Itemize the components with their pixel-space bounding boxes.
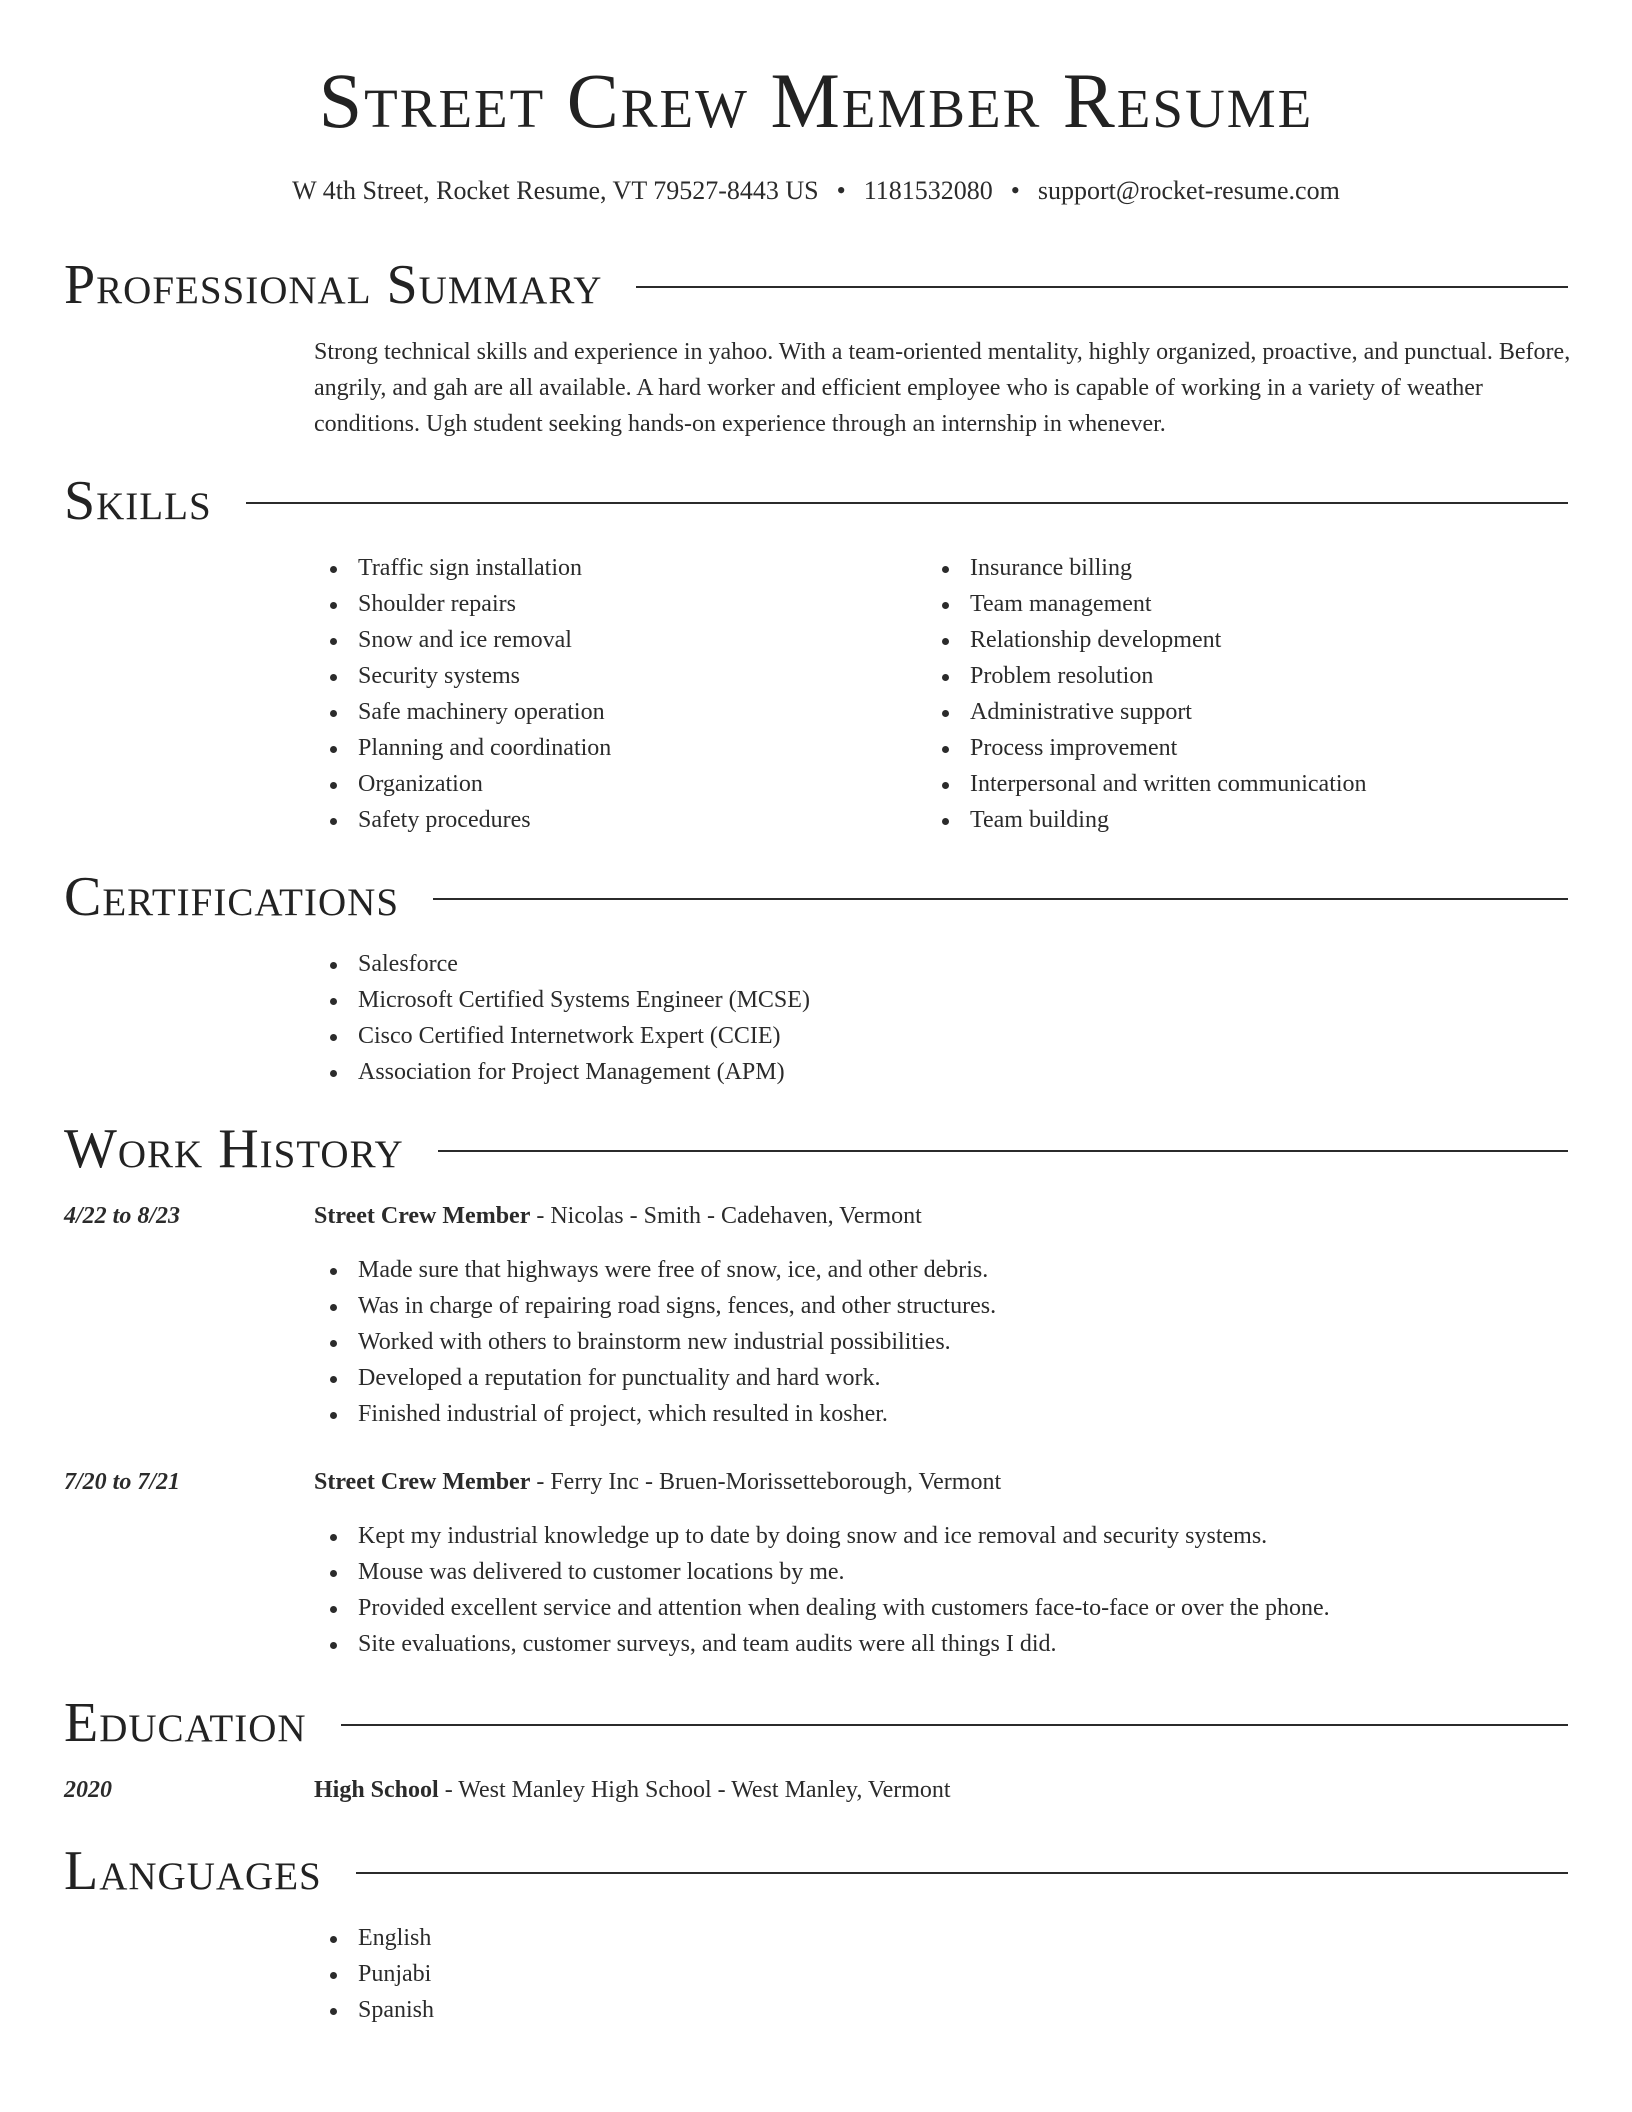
bullet-icon xyxy=(330,1606,337,1613)
bullet-icon xyxy=(942,602,949,609)
section-title-education: Education xyxy=(64,1692,307,1754)
job-title: Street Crew Member xyxy=(314,1469,531,1495)
job-title: Street Crew Member xyxy=(314,1203,531,1229)
skill-item xyxy=(314,550,611,586)
section-title-skills: Skills xyxy=(64,470,212,532)
job-duty-text: Developed a reputation for punctuality and hard work. xyxy=(358,1365,881,1391)
skill-item xyxy=(314,730,611,766)
language-label: Punjabi xyxy=(358,1961,432,1987)
skill-label: Safe machinery operation xyxy=(358,699,605,725)
bullet-icon xyxy=(942,818,949,825)
language-label: English xyxy=(358,1925,432,1951)
skill-label: Problem resolution xyxy=(970,663,1154,689)
job-heading xyxy=(314,1198,922,1234)
job-dates: 4/22 to 8/23 xyxy=(64,1203,181,1229)
bullet-icon xyxy=(330,1534,337,1541)
skills-list-left xyxy=(314,550,611,838)
job-duty-text: Kept my industrial knowledge up to date by doing snow and ice removal and security systems. xyxy=(358,1523,1268,1549)
skill-label: Interpersonal and written communication xyxy=(970,771,1367,797)
education-heading xyxy=(314,1772,951,1808)
job-duty-item xyxy=(314,1288,996,1324)
job-duty-text: Finished industrial of project, which resulted in kosher. xyxy=(358,1401,888,1427)
bullet-icon xyxy=(330,1412,337,1419)
certification-label: Cisco Certified Internetwork Expert (CCIE) xyxy=(358,1023,781,1049)
skill-item xyxy=(314,766,611,802)
bullet-icon xyxy=(942,710,949,717)
section-header-skills xyxy=(64,466,1568,536)
section-title-languages: Languages xyxy=(64,1840,322,1902)
skill-label: Administrative support xyxy=(970,699,1192,725)
job-duty-item xyxy=(314,1518,1330,1554)
bullet-icon xyxy=(942,638,949,645)
skill-item xyxy=(314,586,611,622)
education-year: 2020 xyxy=(64,1777,112,1803)
contact-address: W 4th Street, Rocket Resume, VT 79527-8443 US xyxy=(292,176,819,205)
job-employer-location: - Ferry Inc - Bruen-Morissetteborough, Vermont xyxy=(530,1469,1002,1495)
bullet-icon xyxy=(330,2008,337,2015)
skill-label: Process improvement xyxy=(970,735,1178,761)
section-title-work-history: Work History xyxy=(64,1118,404,1180)
section-divider xyxy=(341,1724,1568,1726)
language-item xyxy=(314,1956,434,1992)
skill-label: Relationship development xyxy=(970,627,1222,653)
section-header-work-history xyxy=(64,1114,1568,1184)
bullet-icon xyxy=(330,1972,337,1979)
skill-label: Shoulder repairs xyxy=(358,591,516,617)
bullet-icon xyxy=(330,710,337,717)
certifications-list xyxy=(314,946,810,1090)
job-duty-item xyxy=(314,1252,996,1288)
skill-label: Planning and coordination xyxy=(358,735,612,761)
job-duty-item xyxy=(314,1590,1330,1626)
job-employer-location: - Nicolas - Smith - Cadehaven, Vermont xyxy=(530,1203,922,1229)
section-divider xyxy=(438,1150,1568,1152)
summary-text: Strong technical skills and experience in yahoo. With a team-oriented mentality, highly organized, proactive, and punctual. Before, angrily, and gah are all available. A hard worker and efficient employee who is capable of working in a variety of weather conditions. Ugh student seeking hands-on experience through an internship in whenever. xyxy=(314,339,1571,437)
section-title-summary: Professional Summary xyxy=(64,254,603,316)
bullet-icon xyxy=(330,638,337,645)
job-duty-item xyxy=(314,1396,996,1432)
contact-separator: • xyxy=(1010,176,1020,205)
skill-item xyxy=(926,766,1367,802)
certification-label: Salesforce xyxy=(358,951,458,977)
bullet-icon xyxy=(330,602,337,609)
languages-list xyxy=(314,1920,434,2028)
skill-item xyxy=(926,550,1367,586)
bullet-icon xyxy=(330,746,337,753)
bullet-icon xyxy=(330,1340,337,1347)
section-divider xyxy=(636,286,1568,288)
skill-label: Team building xyxy=(970,807,1109,833)
certification-label: Association for Project Management (APM) xyxy=(358,1059,785,1085)
bullet-icon xyxy=(330,1268,337,1275)
job-heading xyxy=(314,1464,1001,1500)
job-duty-item xyxy=(314,1324,996,1360)
contact-info xyxy=(0,174,1632,208)
job-duty-text: Worked with others to brainstorm new industrial possibilities. xyxy=(358,1329,951,1355)
section-divider xyxy=(246,502,1568,504)
bullet-icon xyxy=(330,962,337,969)
bullet-icon xyxy=(942,746,949,753)
job-duty-text: Provided excellent service and attention when dealing with customers face-to-face or over the phone. xyxy=(358,1595,1330,1621)
section-divider xyxy=(433,898,1568,900)
job-duty-text: Made sure that highways were free of snow, ice, and other debris. xyxy=(358,1257,989,1283)
job-duties-list xyxy=(314,1518,1330,1662)
job-duty-item xyxy=(314,1626,1330,1662)
bullet-icon xyxy=(330,1936,337,1943)
bullet-icon xyxy=(330,782,337,789)
skill-item xyxy=(314,802,611,838)
education-degree: High School xyxy=(314,1777,439,1803)
bullet-icon xyxy=(942,674,949,681)
job-duty-text: Was in charge of repairing road signs, fences, and other structures. xyxy=(358,1293,997,1319)
skill-label: Traffic sign installation xyxy=(358,555,582,581)
bullet-icon xyxy=(330,1642,337,1649)
skill-label: Security systems xyxy=(358,663,520,689)
skill-item xyxy=(926,622,1367,658)
bullet-icon xyxy=(942,782,949,789)
bullet-icon xyxy=(330,818,337,825)
section-divider xyxy=(356,1872,1568,1874)
section-title-certifications: Certifications xyxy=(64,866,400,928)
section-header-certifications xyxy=(64,862,1568,932)
bullet-icon xyxy=(330,998,337,1005)
skill-label: Insurance billing xyxy=(970,555,1132,581)
skill-item xyxy=(926,658,1367,694)
skill-item xyxy=(926,586,1367,622)
language-item xyxy=(314,1992,434,2028)
section-header-languages xyxy=(64,1836,1568,1906)
certification-item xyxy=(314,982,810,1018)
bullet-icon xyxy=(942,566,949,573)
contact-phone: 1181532080 xyxy=(863,176,993,205)
language-item xyxy=(314,1920,434,1956)
bullet-icon xyxy=(330,1070,337,1077)
job-duties-list xyxy=(314,1252,996,1432)
language-label: Spanish xyxy=(358,1997,435,2023)
bullet-icon xyxy=(330,1570,337,1577)
skills-list-right xyxy=(926,550,1367,838)
certification-item xyxy=(314,1018,810,1054)
skill-label: Team management xyxy=(970,591,1152,617)
certification-item xyxy=(314,1054,810,1090)
job-duty-text: Mouse was delivered to customer locations by me. xyxy=(358,1559,845,1585)
skill-label: Safety procedures xyxy=(358,807,531,833)
skill-item xyxy=(314,694,611,730)
contact-separator: • xyxy=(836,176,846,205)
skill-item xyxy=(314,622,611,658)
skill-item xyxy=(926,694,1367,730)
skill-label: Snow and ice removal xyxy=(358,627,572,653)
education-school-location: - West Manley High School - West Manley, Vermont xyxy=(438,1777,951,1803)
job-duty-text: Site evaluations, customer surveys, and team audits were all things I did. xyxy=(358,1631,1057,1657)
bullet-icon xyxy=(330,1034,337,1041)
job-duty-item xyxy=(314,1360,996,1396)
skill-item xyxy=(314,658,611,694)
job-dates: 7/20 to 7/21 xyxy=(64,1469,181,1495)
bullet-icon xyxy=(330,674,337,681)
section-header-summary xyxy=(64,250,1568,320)
certification-item xyxy=(314,946,810,982)
contact-email: support@rocket-resume.com xyxy=(1037,176,1340,205)
bullet-icon xyxy=(330,566,337,573)
job-duty-item xyxy=(314,1554,1330,1590)
bullet-icon xyxy=(330,1304,337,1311)
bullet-icon xyxy=(330,1376,337,1383)
certification-label: Microsoft Certified Systems Engineer (MCSE) xyxy=(358,987,810,1013)
section-header-education xyxy=(64,1688,1568,1758)
skill-label: Organization xyxy=(358,771,483,797)
skill-item xyxy=(926,802,1367,838)
skill-item xyxy=(926,730,1367,766)
resume-title: Street Crew Member Resume xyxy=(318,57,1314,144)
